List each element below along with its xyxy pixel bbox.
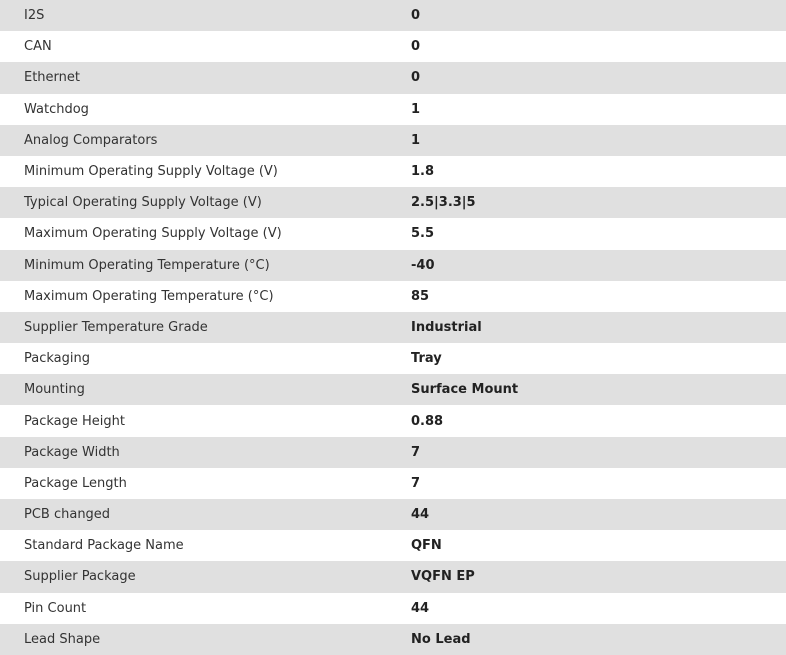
spec-value: 0 — [411, 70, 421, 86]
spec-value: 7 — [411, 475, 421, 491]
spec-row-packaging — [0, 343, 786, 374]
spec-row-typ-supply-voltage — [0, 187, 786, 218]
spec-label: CAN — [24, 39, 52, 55]
spec-value: Surface Mount — [411, 382, 519, 398]
spec-value: 1 — [411, 132, 421, 148]
spec-value: 1 — [411, 101, 421, 117]
spec-label: Maximum Operating Supply Voltage (V) — [24, 226, 282, 242]
spec-row-analog-comparators — [0, 125, 786, 156]
spec-value: Industrial — [411, 319, 482, 335]
spec-value: 44 — [411, 600, 430, 616]
spec-value: -40 — [411, 257, 435, 273]
spec-label: Typical Operating Supply Voltage (V) — [24, 195, 262, 211]
spec-label: Mounting — [24, 382, 85, 398]
spec-value: 5.5 — [411, 226, 435, 242]
spec-label: Watchdog — [24, 101, 89, 117]
spec-value: No Lead — [411, 631, 471, 647]
spec-value: VQFN EP — [411, 569, 475, 585]
spec-label: Minimum Operating Temperature (°C) — [24, 257, 270, 273]
spec-label: Maximum Operating Temperature (°C) — [24, 288, 274, 304]
spec-row-package-length — [0, 468, 786, 499]
spec-value: QFN — [411, 538, 442, 554]
spec-label: Supplier Package — [24, 569, 136, 585]
spec-row-temperature-grade — [0, 312, 786, 343]
spec-row-max-supply-voltage — [0, 218, 786, 249]
spec-label: Analog Comparators — [24, 132, 158, 148]
spec-label: PCB changed — [24, 507, 111, 523]
spec-label: Pin Count — [24, 600, 87, 616]
spec-row-can — [0, 31, 786, 62]
spec-row-mounting — [0, 374, 786, 405]
spec-value: 2.5|3.3|5 — [411, 195, 476, 211]
spec-row-package-width — [0, 437, 786, 468]
spec-row-i2s — [0, 0, 786, 31]
spec-value: 0 — [411, 8, 421, 24]
spec-value: 0.88 — [411, 413, 444, 429]
spec-value: Tray — [411, 351, 442, 367]
spec-row-min-operating-temp — [0, 250, 786, 281]
spec-row-ethernet — [0, 62, 786, 93]
spec-label: Package Height — [24, 413, 125, 429]
spec-value: 85 — [411, 288, 430, 304]
spec-value: 1.8 — [411, 164, 435, 180]
spec-row-pcb-changed — [0, 499, 786, 530]
spec-label: Ethernet — [24, 70, 80, 86]
spec-row-lead-shape — [0, 624, 786, 655]
spec-label: Package Width — [24, 444, 120, 460]
spec-label: Standard Package Name — [24, 538, 184, 554]
spec-label: Package Length — [24, 475, 127, 491]
spec-value: 7 — [411, 444, 421, 460]
spec-row-max-operating-temp — [0, 281, 786, 312]
spec-row-standard-package-name — [0, 530, 786, 561]
spec-row-supplier-package — [0, 561, 786, 592]
spec-label: I2S — [24, 8, 45, 24]
spec-row-min-supply-voltage — [0, 156, 786, 187]
spec-row-watchdog — [0, 94, 786, 125]
spec-value: 44 — [411, 507, 430, 523]
spec-row-package-height — [0, 405, 786, 436]
spec-label: Supplier Temperature Grade — [24, 319, 208, 335]
spec-value: 0 — [411, 39, 421, 55]
spec-label: Lead Shape — [24, 631, 101, 647]
spec-row-pin-count — [0, 593, 786, 624]
spec-label: Packaging — [24, 351, 90, 367]
spec-label: Minimum Operating Supply Voltage (V) — [24, 164, 278, 180]
